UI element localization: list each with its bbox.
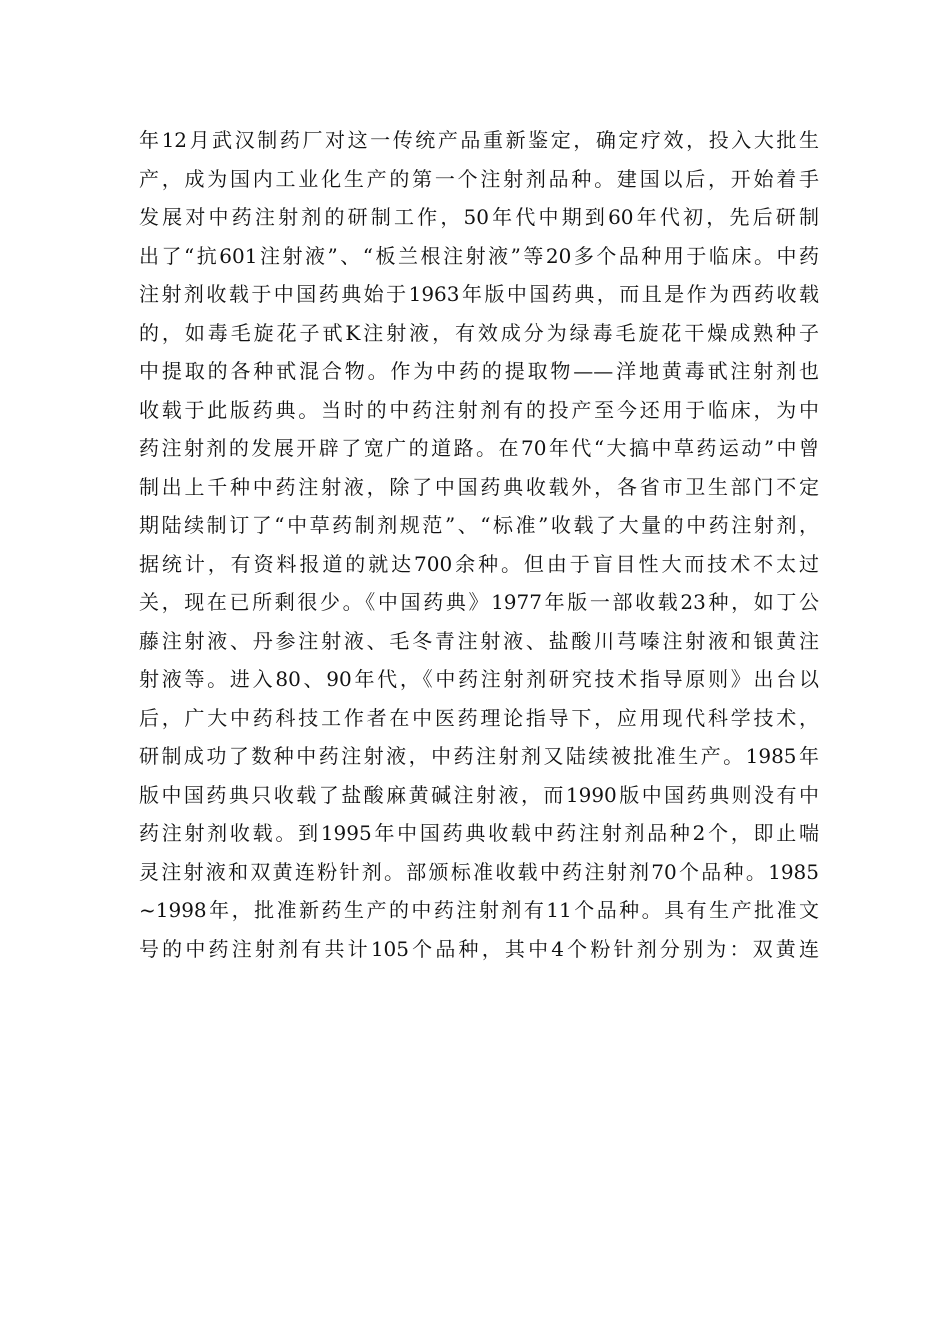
text-line: 年12月武汉制药厂对这一传统产品重新鉴定，确定疗效，投入大批生	[139, 128, 819, 152]
text-line: 药注射剂的发展开辟了宽广的道路。在70年代“大搞中草药运动”中曾	[139, 436, 819, 460]
text-line: 的，如毒毛旋花子甙K注射液，有效成分为绿毒毛旋花干燥成熟种子	[139, 320, 819, 345]
text-line: 药注射剂收载。到1995年中国药典收载中药注射剂品种2个，即止喘	[139, 821, 819, 845]
text-line: 研制成功了数种中药注射液，中药注射剂又陆续被批准生产。1985年	[139, 744, 819, 768]
text-line: 后，广大中药科技工作者在中医药理论指导下，应用现代科学技术，	[139, 705, 819, 730]
text-line: ~1998年，批准新药生产的中药注射剂有11个品种。具有生产批准文	[139, 898, 819, 922]
text-line: 制出上千种中药注射液，除了中国药典收载外，各省市卫生部门不定	[139, 474, 819, 499]
text-line: 产，成为国内工业化生产的第一个注射剂品种。建国以后，开始着手	[139, 166, 819, 191]
text-line: 收载于此版药典。当时的中药注射剂有的投产至今还用于临床，为中	[139, 397, 819, 422]
text-line: 据统计，有资料报道的就达700余种。但由于盲目性大而技术不太过	[139, 551, 819, 576]
text-line: 版中国药典只收载了盐酸麻黄碱注射液，而1990版中国药典则没有中	[139, 782, 819, 807]
text-line: 号的中药注射剂有共计105个品种，其中4个粉针剂分别为：双黄连	[139, 936, 819, 961]
text-line: 中提取的各种甙混合物。作为中药的提取物——洋地黄毒甙注射剂也	[139, 359, 819, 383]
body-paragraph	[139, 121, 819, 968]
text-line: 出了“抗601注射液”、“板兰根注射液”等20多个品种用于临床。中药	[139, 243, 819, 268]
text-line: 期陆续制订了“中草药制剂规范”、“标准”收载了大量的中药注射剂，	[139, 513, 819, 537]
text-line: 藤注射液、丹参注射液、毛冬青注射液、盐酸川芎嗪注射液和银黄注	[139, 628, 819, 653]
text-line: 发展对中药注射剂的研制工作，50年代中期到60年代初，先后研制	[139, 205, 819, 229]
text-line: 关，现在已所剩很少。《中国药典》1977年版一部收载23种，如丁公	[139, 590, 819, 614]
text-line: 注射剂收载于中国药典始于1963年版中国药典，而且是作为西药收载	[139, 282, 819, 306]
text-line: 射液等。进入80、90年代，《中药注射剂研究技术指导原则》出台以	[139, 667, 819, 691]
text-line: 灵注射液和双黄连粉针剂。部颁标准收载中药注射剂70个品种。1985	[139, 859, 819, 884]
